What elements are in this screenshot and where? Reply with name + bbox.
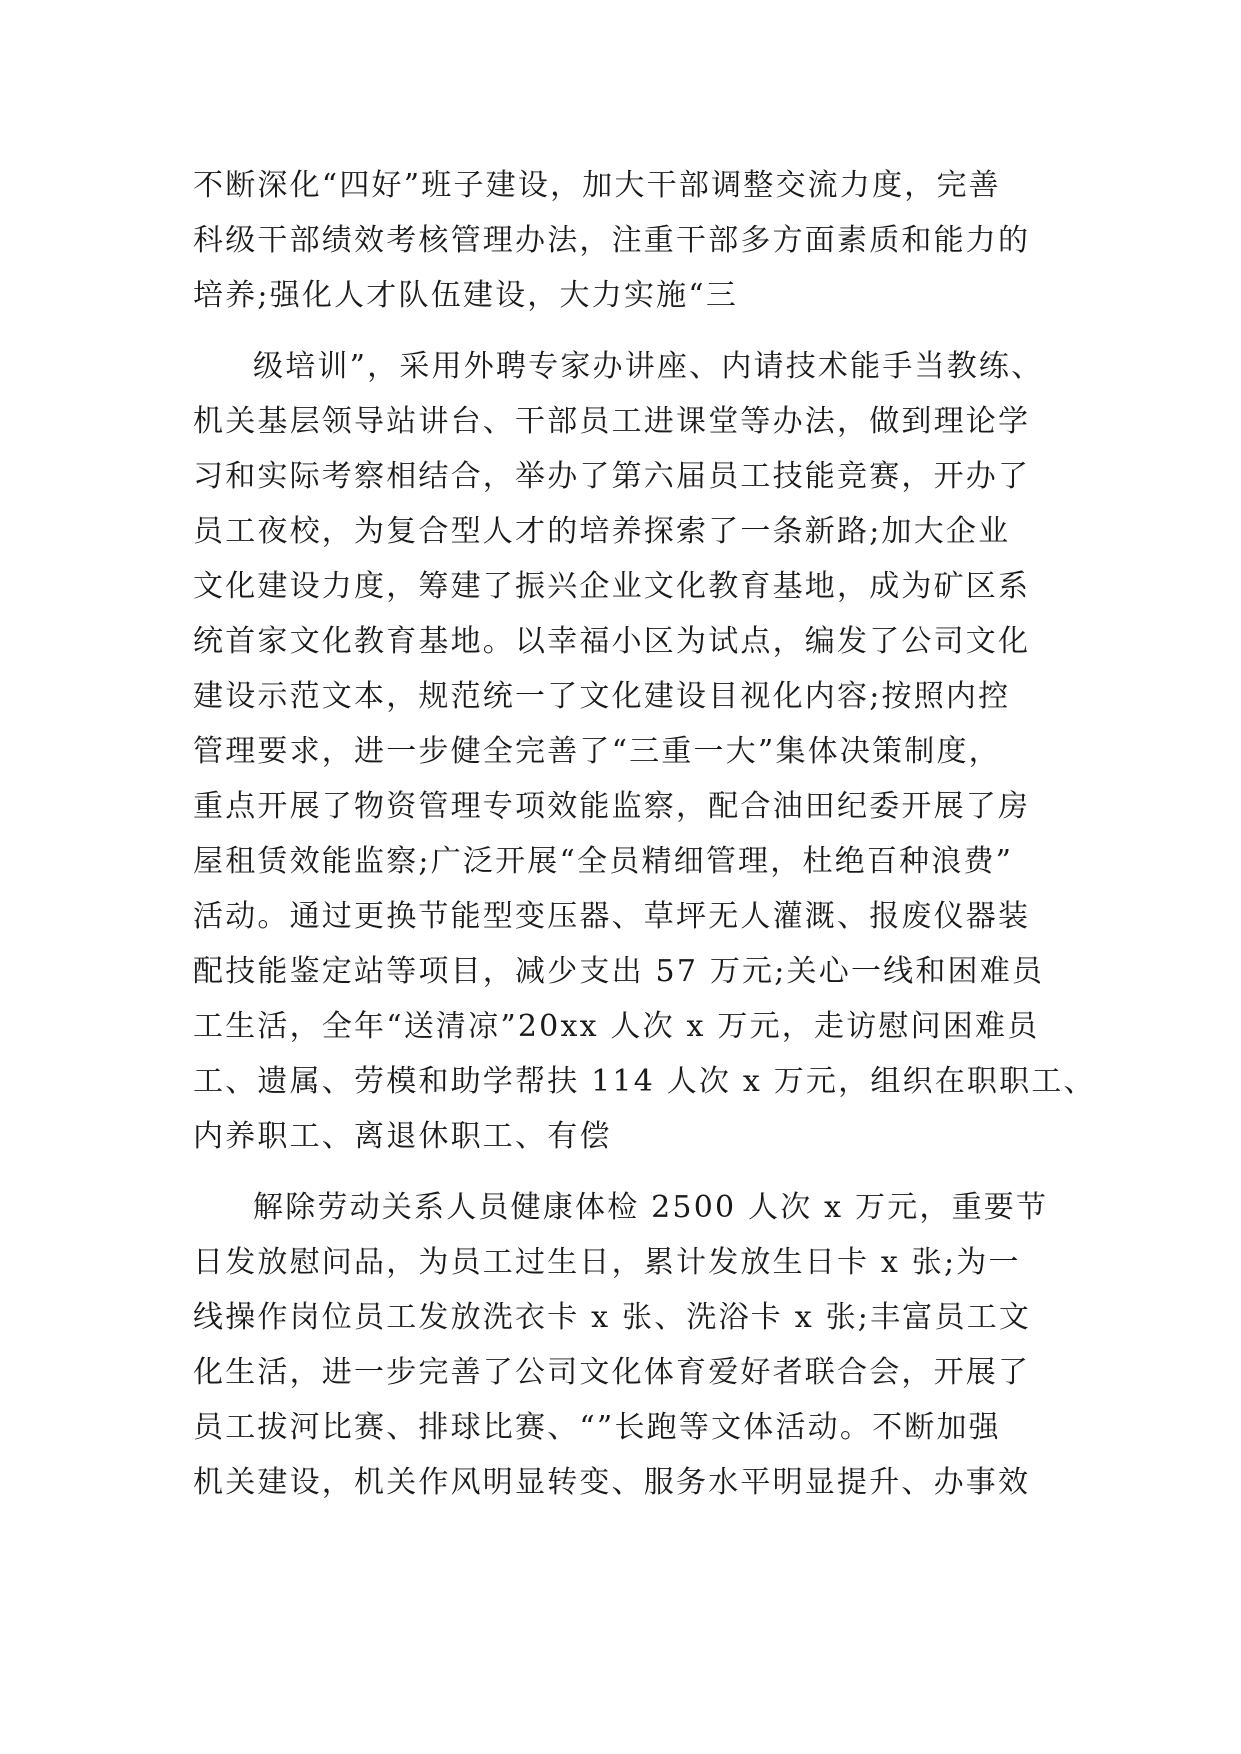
text-line: 工生活，全年“送清凉”20xx 人次 x 万元，走访慰问困难员 — [193, 1009, 1040, 1044]
text-line: 习和实际考察相结合，举办了第六届员工技能竞赛，开办了 — [193, 459, 1031, 494]
text-line: 机关基层领导站讲台、干部员工进课堂等办法，做到理论学 — [193, 404, 1031, 439]
text-line: 配技能鉴定站等项目，减少支出 57 万元;关心一线和困难员 — [193, 954, 1045, 989]
text-line: 建设示范文本，规范统一了文化建设目视化内容;按照内控 — [193, 679, 1011, 714]
text-line: 员工夜校，为复合型人才的培养探索了一条新路;加大企业 — [193, 514, 1011, 549]
text-line: 机关建设，机关作风明显转变、服务水平明显提升、办事效 — [193, 1465, 1031, 1500]
paragraph-gap — [193, 1164, 1053, 1180]
text-line: 级培训”，采用外聘专家办讲座、内请技术能手当教练、 — [253, 349, 1044, 384]
text-line: 文化建设力度，筹建了振兴企业文化教育基地，成为矿区系 — [193, 569, 1031, 604]
text-line: 解除劳动关系人员健康体检 2500 人次 x 万元，重要节 — [253, 1190, 1049, 1225]
text-line: 科级干部绩效考核管理办法，注重干部多方面素质和能力的 — [193, 223, 1031, 258]
text-line: 管理要求，进一步健全完善了“三重一大”集体决策制度， — [193, 734, 1001, 769]
text-line: 日发放慰问品，为员工过生日，累计发放生日卡 x 张;为一 — [193, 1245, 1021, 1280]
text-line: 屋租赁效能监察;广泛开展“全员精细管理，杜绝百种浪费” — [193, 844, 1014, 879]
text-line: 培养;强化人才队伍建设，大力实施“三 — [193, 278, 739, 313]
text-line: 活动。通过更换节能型变压器、草坪无人灌溉、报废仪器装 — [193, 899, 1031, 934]
text-line: 线操作岗位员工发放洗衣卡 x 张、洗浴卡 x 张;丰富员工文 — [193, 1300, 1032, 1335]
text-line: 内养职工、离退休职工、有偿 — [193, 1119, 612, 1154]
paragraph-gap — [193, 323, 1053, 339]
text-line: 员工拔河比赛、排球比赛、“”长跑等文体活动。不断加强 — [193, 1410, 1001, 1445]
document-body — [193, 158, 1096, 1510]
text-line: 化生活，进一步完善了公司文化体育爱好者联合会，开展了 — [193, 1355, 1031, 1390]
text-line: 工、遗属、劳模和助学帮扶 114 人次 x 万元，组织在职职工、 — [193, 1064, 1096, 1099]
text-line: 重点开展了物资管理专项效能监察，配合油田纪委开展了房 — [193, 789, 1031, 824]
text-line: 不断深化“四好”班子建设，加大干部调整交流力度，完善 — [193, 168, 1001, 203]
paragraph-3 — [193, 1180, 1053, 1510]
text-line: 统首家文化教育基地。以幸福小区为试点，编发了公司文化 — [193, 624, 1031, 659]
paragraph-1 — [193, 158, 1053, 323]
paragraph-2 — [193, 339, 1096, 1164]
